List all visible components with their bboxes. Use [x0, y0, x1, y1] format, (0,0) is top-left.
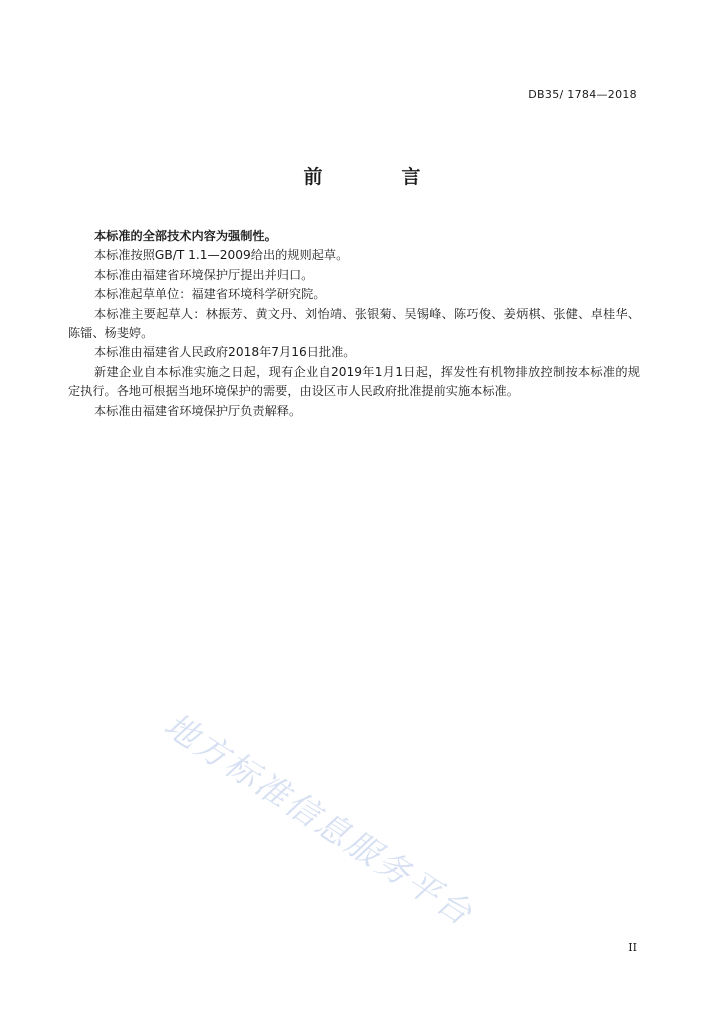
- preface-body: [68, 227, 640, 421]
- paragraph-proposer: 本标准由福建省环境保护厅提出并归口。: [94, 267, 314, 282]
- paragraph-mandatory: 本标准的全部技术内容为强制性。: [94, 229, 277, 243]
- page-number: II: [628, 941, 637, 954]
- paragraph-implementation: 新建企业自本标准实施之日起，现有企业自2019年1月1日起，挥发性有机物排放控制按本标准的规定执行。各地可根据当地环境保护的需要，由设区市人民政府批准提前实施本标准。: [68, 364, 640, 399]
- paragraph-main-drafters: 本标准主要起草人：林振芳、黄文丹、刘怡靖、张银菊、吴锡峰、陈巧俊、姜炳棋、张健、卓桂华、陈镭、杨斐婷。: [68, 306, 640, 341]
- document-code: DB35/ 1784—2018: [528, 88, 637, 101]
- paragraph-drafting-rules: 本标准按照GB/T 1.1—2009给出的规则起草。: [94, 248, 349, 263]
- page-title: 前 言: [303, 166, 451, 188]
- paragraph-interpretation: 本标准由福建省环境保护厅负责解释。: [94, 403, 302, 418]
- paragraph-approval: 本标准由福建省人民政府2018年7月16日批准。: [94, 345, 356, 360]
- watermark: 地方标准信息服务平台: [157, 705, 481, 934]
- paragraph-drafting-unit: 本标准起草单位：福建省环境科学研究院。: [94, 287, 326, 302]
